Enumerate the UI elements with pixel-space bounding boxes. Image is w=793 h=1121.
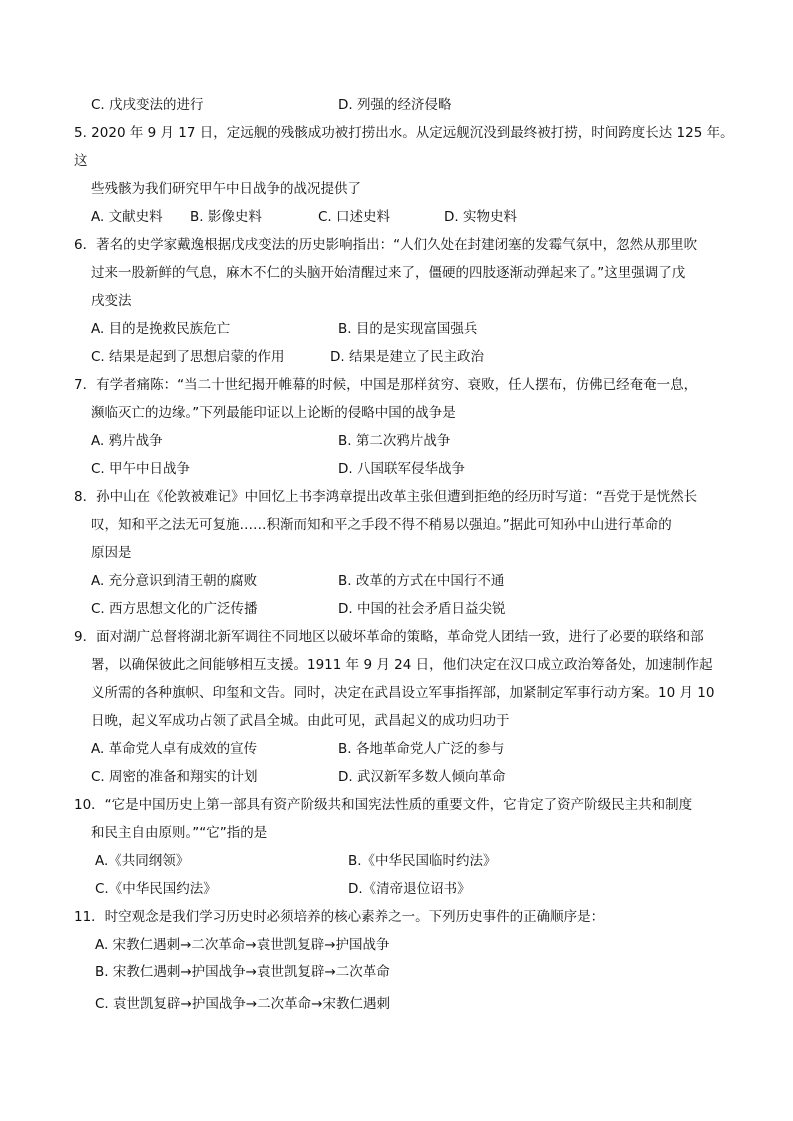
- q8-stem-line1: 8．孙中山在《伦敦被难记》中回忆上书李鸿章提出改革主张但遭到拒绝的经历时写道：“吾党于是恍然长: [74, 489, 698, 505]
- q6-stem-line2: 过来一股新鲜的气息，麻木不仁的头脑开始清醒过来了，僵硬的四肢逐渐动弹起来了。”这里强调了戊: [91, 265, 686, 281]
- q6-option-b: B. 目的是实现富国强兵: [338, 321, 478, 337]
- q8-stem-line2: 叹，知和平之法无可复施……积渐而知和平之手段不得不稍易以强迫。”据此可知孙中山进行革命的: [91, 517, 672, 533]
- q5-stem-line3: 些残骸为我们研究甲午中日战争的战况提供了: [91, 181, 361, 197]
- q11-option-c: C. 袁世凯复辟→护国战争→二次革命→宋教仁遇刺: [95, 996, 390, 1012]
- q5-option-b: B. 影像史料: [190, 209, 262, 225]
- q8-stem-line3: 原因是: [91, 545, 132, 561]
- q7-option-d: D. 八国联军侵华战争: [338, 461, 465, 477]
- q10-option-a: A.《共同纲领》: [95, 853, 190, 869]
- q11-option-b: B. 宋教仁遇刺→护国战争→袁世凯复辟→二次革命: [95, 964, 390, 980]
- q7-option-c: C. 甲午中日战争: [91, 461, 191, 477]
- q5-stem-line2: 这: [74, 153, 88, 169]
- q10-stem-line2: 和民主自由原则。”“它”指的是: [91, 825, 268, 841]
- q9-stem-line3: 义所需的各种旗帜、印玺和文告。同时，决定在武昌设立军事指挥部，加紧制定军事行动方案。10 月 10: [91, 685, 715, 701]
- q11-stem-line1: 11．时空观念是我们学习历史时必须培养的核心素养之一。下列历史事件的正确顺序是：: [74, 909, 605, 925]
- q8-option-c: C. 西方思想文化的广泛传播: [91, 601, 258, 617]
- q6-stem-line3: 戌变法: [91, 293, 132, 309]
- q6-stem-line1: 6．著名的史学家戴逸根据戊戌变法的历史影响指出：“人们久处在封建闭塞的发霉气氛中，忽然从那里吹: [74, 237, 698, 253]
- q5-option-d: D. 实物史料: [444, 209, 517, 225]
- q8-option-d: D. 中国的社会矛盾日益尖锐: [338, 601, 506, 617]
- q9-stem-line1: 9．面对湖广总督将湖北新军调往不同地区以破坏革命的策略，革命党人团结一致，进行了必要的联络和部: [74, 629, 704, 645]
- q7-option-b: B. 第二次鸦片战争: [338, 433, 451, 449]
- q9-option-c: C. 周密的准备和翔实的计划: [91, 769, 258, 785]
- q5-option-c: C. 口述史料: [318, 209, 391, 225]
- q9-stem-line4: 日晚，起义军成功占领了武昌全城。由此可见，武昌起义的成功归功于: [91, 713, 510, 729]
- q10-option-b: B.《中华民国临时约法》: [348, 853, 497, 869]
- q6-option-c: C. 结果是起到了思想启蒙的作用: [91, 349, 285, 365]
- q8-option-b: B. 改革的方式在中国行不通: [338, 573, 505, 589]
- q4-option-d: D. 列强的经济侵略: [338, 97, 452, 113]
- q10-stem-line1: 10．“它是中国历史上第一部具有资产阶级共和国宪法性质的重要文件，它肯定了资产阶级民主共和制度: [74, 797, 693, 813]
- q10-option-c: C.《中华民国约法》: [95, 881, 217, 897]
- q7-option-a: A. 鸦片战争: [91, 433, 163, 449]
- q9-option-d: D. 武汉新军多数人倾向革命: [338, 769, 506, 785]
- q9-option-b: B. 各地革命党人广泛的参与: [338, 741, 505, 757]
- q7-stem-line2: 濒临灭亡的边缘。”下列最能印证以上论断的侵略中国的战争是: [91, 405, 456, 421]
- q9-stem-line2: 署，以确保彼此之间能够相互支援。1911 年 9 月 24 日，他们决定在汉口成立政治筹备处，加速制作起: [91, 657, 713, 673]
- q6-option-d: D. 结果是建立了民主政治: [330, 349, 484, 365]
- q5-option-a: A. 文献史料: [91, 209, 163, 225]
- q11-option-a: A. 宋教仁遇刺→二次革命→袁世凯复辟→护国战争: [95, 937, 390, 953]
- q9-option-a: A. 革命党人卓有成效的宣传: [91, 741, 258, 757]
- q6-option-a: A. 目的是挽救民族危亡: [91, 321, 231, 337]
- q10-option-d: D.《清帝退位诏书》: [348, 881, 471, 897]
- q5-stem-line1: 5. 2020 年 9 月 17 日，定远舰的残骸成功被打捞出水。从定远舰沉没到最终被打捞，时间跨度长达 125 年。: [74, 125, 734, 141]
- q7-stem-line1: 7．有学者痛陈：“当二十世纪揭开帷幕的时候，中国是那样贫穷、衰败，任人摆布，仿佛已经奄奄一息，: [74, 377, 698, 393]
- q8-option-a: A. 充分意识到清王朝的腐败: [91, 573, 258, 589]
- q4-option-c: C. 戊戌变法的进行: [91, 97, 204, 113]
